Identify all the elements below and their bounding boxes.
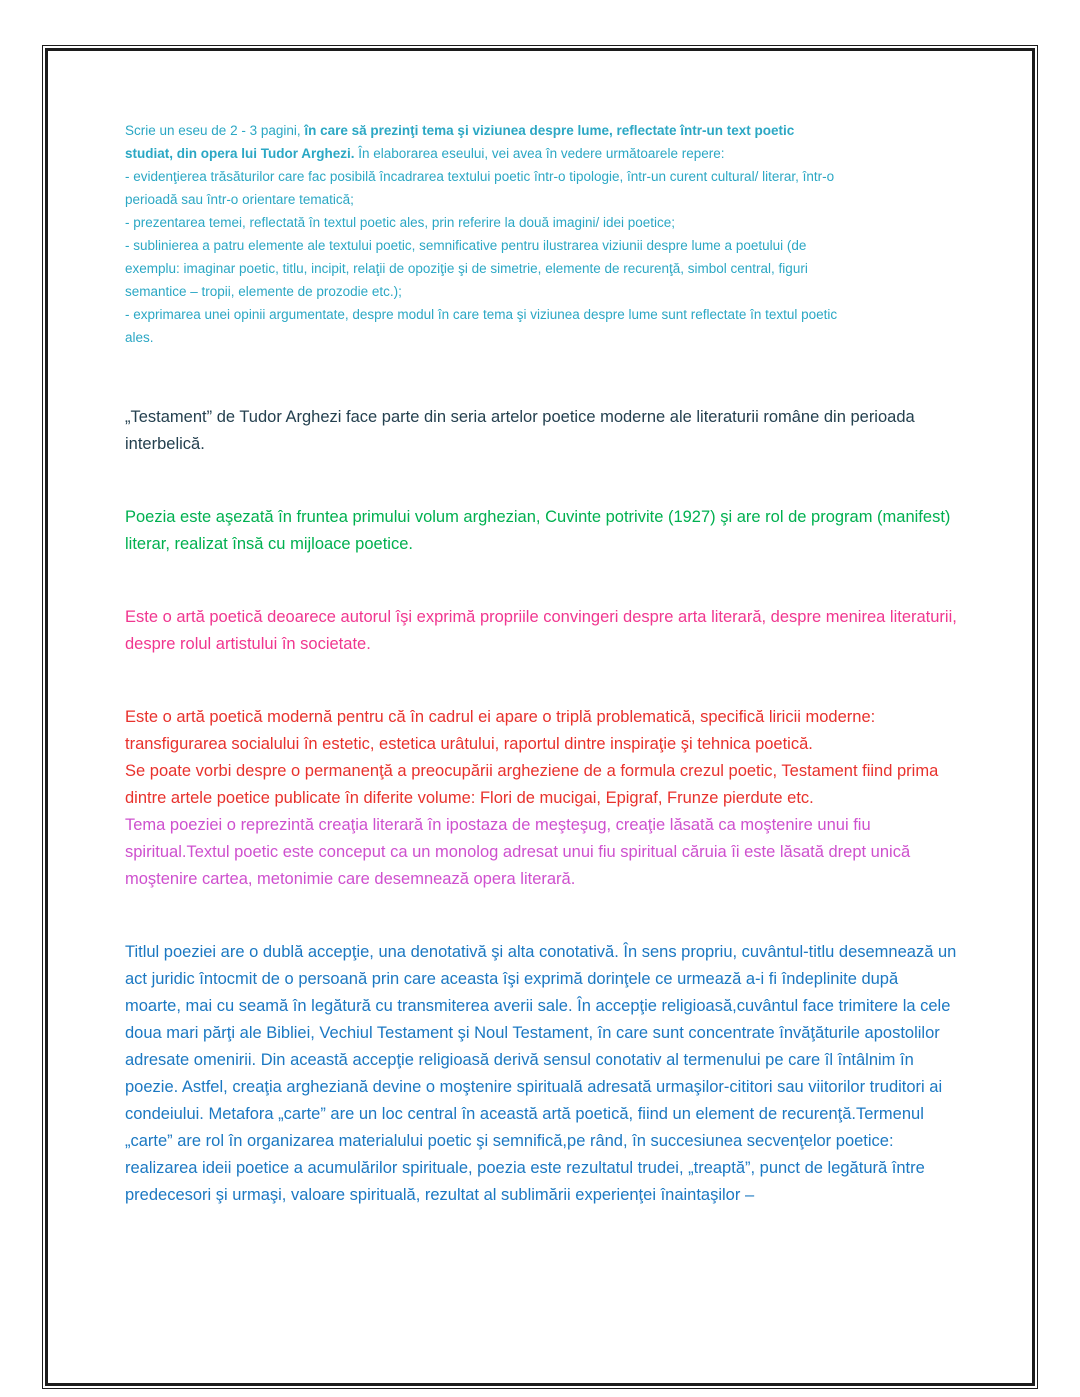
paragraph-testament-intro: „Testament” de Tudor Arghezi face parte din seria artelor poetice moderne ale literaturii române din perioada interbelică. <box>125 408 915 453</box>
paragraph-permanenta: Se poate vorbi despre o permanenţă a preocupării argheziene de a formula crezul poetic, Testament fiind prima dintre artele poetice publicate în diferite volume: Flori de mucigai, Epigraf, Frunze pierdute etc. <box>125 762 939 807</box>
paragraph-arta-poetica: Este o artă poetică deoarece autorul îşi exprimă propriile convingeri despre arta literară, despre menirea literaturii, despre rolul artistului în societate. <box>125 608 957 653</box>
prompt-bullet-opinion: - exprimarea unei opinii argumentate, despre modul în care tema şi viziunea despre lume sunt reflectate în textul poetic ales. <box>125 307 838 345</box>
prompt-intro <box>125 119 839 165</box>
paragraph-poezia-program: Poezia este aşezată în fruntea primului volum arghezian, Cuvinte potrivite (1927) şi are rol de program (manifest) literar, realizat însă cu mijloace poetice. <box>125 508 951 553</box>
prompt-intro-end: În elaborarea eseului, vei avea în vedere următoarele repere: <box>354 146 725 161</box>
prompt-bullet-theme: - prezentarea temei, reflectată în textul poetic ales, prin referire la două imagini/ idei poetice; <box>125 215 676 230</box>
paragraph-titlul-poeziei: Titlul poeziei are o dublă accepţie, una denotativă şi alta conotativă. În sens propriu, cuvântul-titlu desemnează un act juridic întocmit de o persoană prin care aceasta îşi exprimă dorinţele ce urmează a-i fi îndeplinite după moarte, mai cu seamă în legătură cu transmiterea averii sale. În accepţie religioasă,cuvântul face trimitere la cele doua mari părţi ale Bibliei, Vechiul Testament şi Noul Testament, în care sunt concentrate învăţăturile apostolilor adresate omenirii. Din această accepţie religioasă derivă sensul conotativ al termenului pe care îl întâlnim în poezie. Astfel, creaţia argheziană devine o moştenire spirituală adresată urmaşilor-cititori sau viitorilor truditori ai condeiului. Metafora „carte” are un loc central în această artă poetică, fiind un element de recurenţă.Termenul „carte” are rol în organizarea materialului poetic şi semnifică,pe rând, în succesiunea secvenţelor poetice: realizarea ideii poetice a acumulărilor spirituale, poezia este rezultatul trudei, „treaptă”, punct de legătură între predecesori şi urmaşi, valoare spirituală, rezultat al sublimării experienţei înaintaşilor – <box>125 943 957 1204</box>
essay-prompt <box>125 119 839 349</box>
paragraph-arta-poetica-moderna: Este o artă poetică modernă pentru că în cadrul ei apare o triplă problematică, specifică liricii moderne: transfigurarea socialului în estetic, estetica urâtului, raportul dintre inspiraţie şi tehnica poetică. <box>125 708 876 753</box>
prompt-intro-bold: în care să prezinţi tema şi viziunea despre lume, reflectate într-un text poetic studiat, din opera lui Tudor Arghezi. <box>125 123 795 161</box>
prompt-bullet-elements: - sublinierea a patru elemente ale textului poetic, semnificative pentru ilustrarea viziunii despre lume a poetului (de exemplu: imaginar poetic, titlu, incipit, relaţii de opoziţie şi de simetrie, elemente de recurenţă, simbol central, figuri semantice – tropii, elemente de prozodie etc.); <box>125 238 808 299</box>
prompt-bullet-typology: - evidenţierea trăsăturilor care fac posibilă încadrarea textului poetic într-o tipologie, într-un curent cultural/ literar, într-o perioadă sau într-o orientare tematică; <box>125 169 835 207</box>
paragraph-tema-poeziei: Tema poeziei o reprezintă creaţia literară în ipostaza de meşteşug, creaţie lăsată ca moştenire unui fiu spiritual.Textul poetic este conceput ca un monolog adresat unui fiu spiritual căruia îi este lăsată drept unică moştenire cartea, metonimie care desemnează opera literară. <box>125 816 911 888</box>
document-body <box>125 119 957 1255</box>
prompt-intro-start: Scrie un eseu de 2 - 3 pagini, <box>125 123 305 138</box>
